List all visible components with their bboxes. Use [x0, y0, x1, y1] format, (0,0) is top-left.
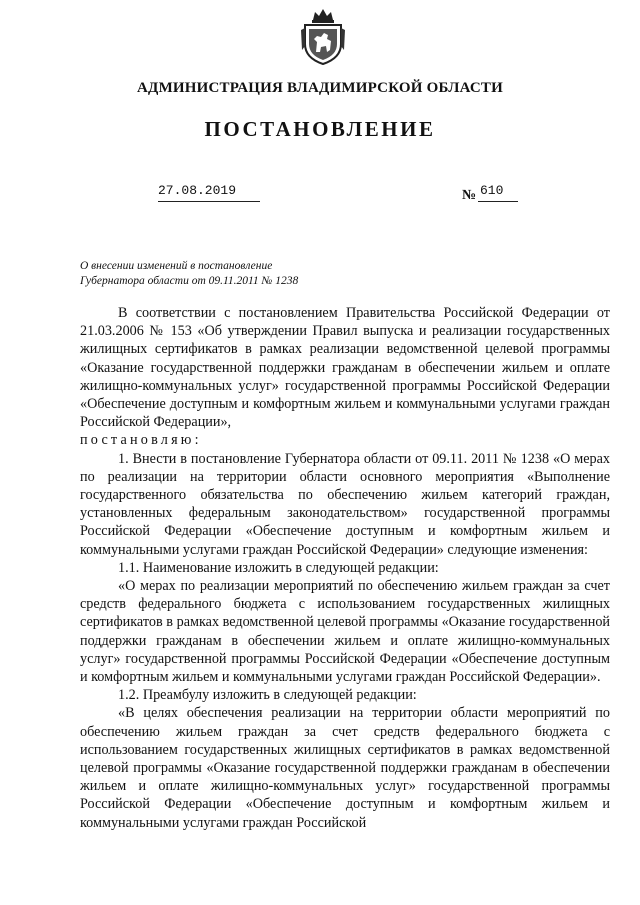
document-date: 27.08.2019 [158, 183, 260, 202]
paragraph-new-title: «О мерах по реализации мероприятий по обеспечению жильем граждан за счет средств федерального бюджета с использованием государственных жилищных сертификатов в рамках ведомственной целевой программы «Оказание государственной поддержки гражданам в обеспечении жильем и оплате жилищно-коммунальных услуг» государственной программы Российской Федерации «Обеспечение доступным и комфортным жильем и коммунальными услугами граждан Российской Федерации». [80, 578, 610, 686]
document-subject [80, 259, 298, 289]
paragraph-item-1-2: 1.2. Преамбулу изложить в следующей редакции: [118, 687, 417, 704]
paragraph-preamble-text: В соответствии с постановлением Правительства Российской Федерации от 21.03.2006 № 153 «Об утверждении Правил выпуска и реализации государственных жилищных сертификатов в рамках реализации ведомственной целевой программы «Оказание государственной поддержки гражданам в обеспечении жильем и оплате жилищно-коммунальных услуг» государственной программы Российской Федерации «Обеспечение доступным и комфортным жильем и коммунальными услугами граждан Российской Федерации», [80, 305, 610, 431]
document-number: 610 [478, 183, 518, 202]
number-label: № [462, 188, 477, 203]
coat-of-arms-icon [301, 6, 345, 66]
document-type: ПОСТАНОВЛЕНИЕ [204, 117, 436, 141]
subject-line-2: Губернатора области от 09.11.2011 № 1238 [80, 275, 299, 287]
paragraph-item-1-1: 1.1. Наименование изложить в следующей редакции: [118, 559, 439, 576]
paragraph-new-preamble: «В целях обеспечения реализации на территории области мероприятий по обеспечению жильем граждан за счет средств федерального бюджета с использованием государственных жилищных сертификатов в рамках ведомственной целевой программы «Оказание государственной поддержки гражданам в обеспечении жильем и оплате жилищно-коммунальных услуг» государственной программы Российской Федерации «Обеспечение доступным и комфортным жильем и коммунальными услугами граждан Российской [80, 705, 610, 831]
organization-title: АДМИНИСТРАЦИЯ ВЛАДИМИРСКОЙ ОБЛАСТИ [137, 80, 503, 96]
document-body [80, 304, 610, 832]
paragraph-preamble [80, 304, 610, 450]
resolution-keyword: постановляю: [80, 432, 202, 449]
paragraph-item-1: 1. Внести в постановление Губернатора области от 09.11. 2011 № 1238 «О мерах по реализации на территории области основного мероприятия «Выполнение государственного обязательства по обеспечению жильем категорий граждан, установленных федеральным законодательством» государственной программы Российской Федерации «Обеспечение доступным и комфортным жильем и коммунальными услугами граждан Российской Федерации» следующие изменения: [80, 450, 610, 558]
subject-line-1: О внесении изменений в постановление [80, 260, 273, 272]
